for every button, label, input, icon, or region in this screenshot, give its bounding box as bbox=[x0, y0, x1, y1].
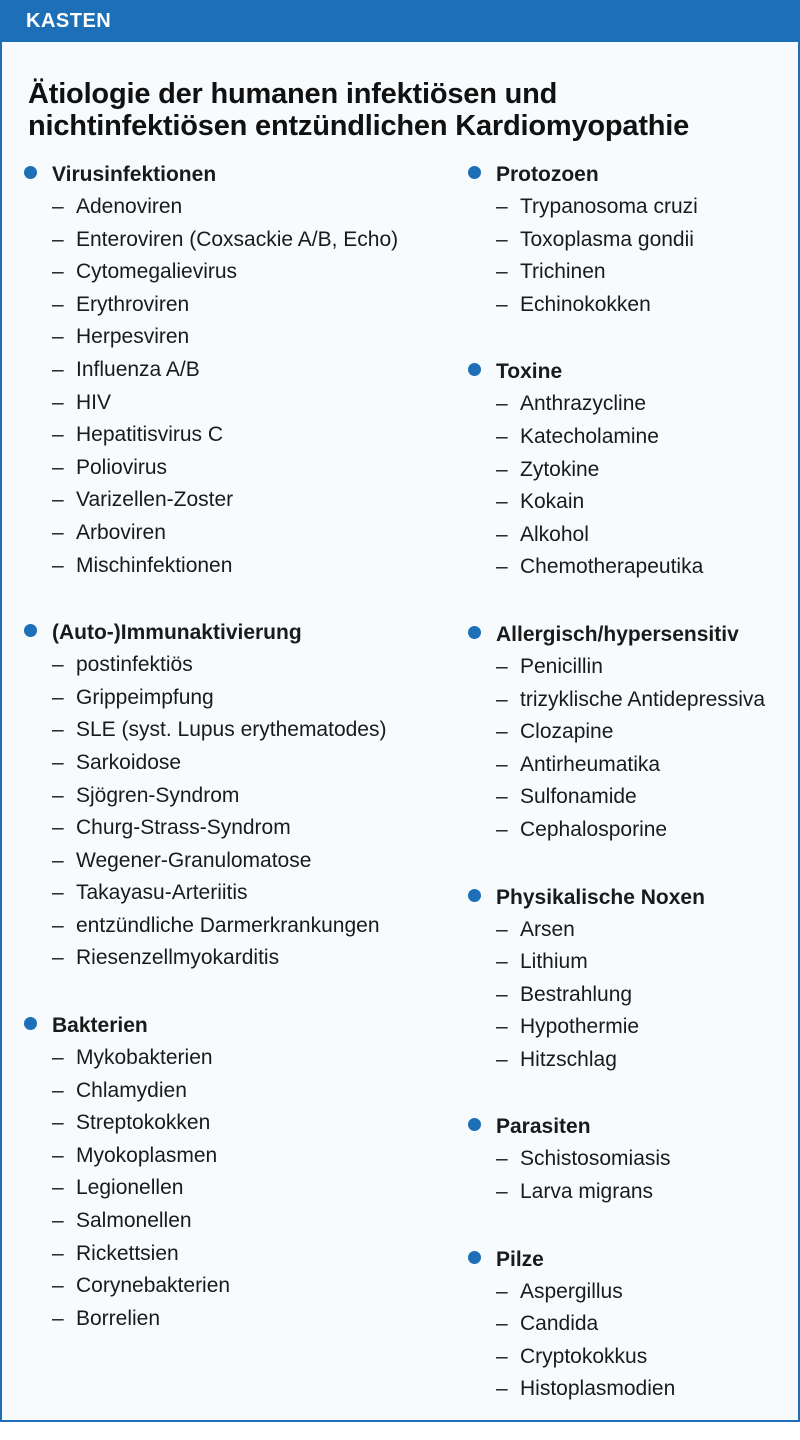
list-item bbox=[468, 1011, 788, 1044]
dash-bullet: – bbox=[52, 488, 64, 512]
list-item bbox=[468, 256, 788, 289]
dash-bullet: – bbox=[496, 720, 508, 744]
list-item bbox=[468, 651, 788, 684]
category-physikalische-noxen bbox=[468, 881, 788, 1077]
dash-bullet: – bbox=[52, 1274, 64, 1298]
category-title: Toxine bbox=[496, 360, 563, 384]
list-item bbox=[468, 1143, 788, 1176]
list-item bbox=[24, 354, 434, 387]
category-items bbox=[24, 191, 434, 582]
dash-bullet: – bbox=[52, 913, 64, 937]
dash-bullet: – bbox=[52, 553, 64, 577]
list-item bbox=[24, 419, 434, 452]
list-item bbox=[24, 845, 434, 878]
category-title: Pilze bbox=[496, 1247, 544, 1271]
category-allergisch-hypersensitiv bbox=[468, 618, 788, 847]
item-text: Varizellen-Zoster bbox=[76, 488, 234, 512]
dash-bullet: – bbox=[52, 260, 64, 284]
category-title: Bakterien bbox=[52, 1014, 148, 1038]
category-pilze bbox=[468, 1243, 788, 1406]
item-text: Myokoplasmen bbox=[76, 1143, 218, 1167]
bullet-dot-icon bbox=[468, 1118, 481, 1131]
dash-bullet: – bbox=[52, 816, 64, 840]
dash-bullet: – bbox=[52, 227, 64, 251]
bullet-dot-icon bbox=[24, 1017, 37, 1030]
list-item bbox=[468, 486, 788, 519]
bullet-dot-icon bbox=[468, 166, 481, 179]
box-label: KASTEN bbox=[26, 10, 112, 32]
dash-bullet: – bbox=[496, 392, 508, 416]
dash-bullet: – bbox=[496, 1015, 508, 1039]
item-text: Bestrahlung bbox=[520, 982, 633, 1006]
list-item bbox=[24, 224, 434, 257]
category-bakterien bbox=[24, 1009, 434, 1335]
dash-bullet: – bbox=[496, 1279, 508, 1303]
dash-bullet: – bbox=[496, 292, 508, 316]
dash-bullet: – bbox=[52, 718, 64, 742]
item-text: Sjögren-Syndrom bbox=[76, 783, 240, 807]
category-items bbox=[468, 914, 788, 1077]
item-text: Mischinfektionen bbox=[76, 553, 233, 577]
list-item bbox=[468, 519, 788, 552]
category-items bbox=[468, 1276, 788, 1406]
dash-bullet: – bbox=[52, 357, 64, 381]
category-protozoen bbox=[468, 158, 788, 321]
dash-bullet: – bbox=[496, 752, 508, 776]
list-item bbox=[24, 484, 434, 517]
bullet-dot-icon bbox=[24, 166, 37, 179]
list-item bbox=[468, 749, 788, 782]
category-parasiten bbox=[468, 1110, 788, 1208]
category-items bbox=[24, 649, 434, 975]
dash-bullet: – bbox=[496, 917, 508, 941]
item-text: Chemotherapeutika bbox=[520, 555, 704, 579]
category-title: Parasiten bbox=[496, 1115, 591, 1139]
category-heading bbox=[468, 158, 788, 191]
item-text: Katecholamine bbox=[520, 424, 659, 448]
list-item bbox=[468, 814, 788, 847]
item-text: Larva migrans bbox=[520, 1180, 654, 1204]
list-item bbox=[24, 780, 434, 813]
category-heading bbox=[468, 1110, 788, 1143]
dash-bullet: – bbox=[52, 520, 64, 544]
category-heading bbox=[24, 158, 434, 191]
item-text: Penicillin bbox=[520, 654, 603, 678]
list-item bbox=[24, 550, 434, 583]
dash-bullet: – bbox=[52, 685, 64, 709]
item-text: Borrelien bbox=[76, 1306, 161, 1330]
item-text: Legionellen bbox=[76, 1176, 184, 1200]
item-text: Herpesviren bbox=[76, 325, 190, 349]
item-text: Lithium bbox=[520, 950, 588, 974]
category-items bbox=[468, 651, 788, 847]
bullet-dot-icon bbox=[468, 1251, 481, 1264]
item-text: Mykobakterien bbox=[76, 1046, 213, 1070]
dash-bullet: – bbox=[496, 1047, 508, 1071]
item-text: Influenza A/B bbox=[76, 357, 200, 381]
list-item bbox=[24, 1172, 434, 1205]
list-item bbox=[24, 910, 434, 943]
dash-bullet: – bbox=[496, 457, 508, 481]
list-item bbox=[468, 421, 788, 454]
list-item bbox=[24, 1075, 434, 1108]
dash-bullet: – bbox=[496, 424, 508, 448]
list-item bbox=[24, 1303, 434, 1336]
list-item bbox=[468, 191, 788, 224]
category-heading bbox=[468, 618, 788, 651]
category-heading bbox=[468, 1243, 788, 1276]
bullet-dot-icon bbox=[468, 363, 481, 376]
list-item bbox=[24, 942, 434, 975]
dash-bullet: – bbox=[52, 292, 64, 316]
dash-bullet: – bbox=[496, 982, 508, 1006]
dash-bullet: – bbox=[496, 785, 508, 809]
item-text: Enteroviren (Coxsackie A/B, Echo) bbox=[76, 227, 399, 251]
item-text: Hitzschlag bbox=[520, 1047, 617, 1071]
list-item bbox=[24, 682, 434, 715]
category-title: (Auto-)Immunaktivierung bbox=[52, 621, 302, 645]
item-text: Antirheumatika bbox=[520, 752, 661, 776]
category-heading bbox=[24, 616, 434, 649]
list-item bbox=[24, 1042, 434, 1075]
item-text: Histoplasmodien bbox=[520, 1377, 676, 1401]
dash-bullet: – bbox=[52, 881, 64, 905]
item-text: Salmonellen bbox=[76, 1209, 192, 1233]
category-items bbox=[468, 1143, 788, 1208]
item-text: Sarkoidose bbox=[76, 750, 182, 774]
right-column bbox=[468, 158, 788, 1440]
item-text: Zytokine bbox=[520, 457, 600, 481]
list-item bbox=[24, 321, 434, 354]
category-title: Virusinfektionen bbox=[52, 163, 217, 186]
list-item bbox=[24, 1270, 434, 1303]
bullet-dot-icon bbox=[24, 624, 37, 637]
dash-bullet: – bbox=[496, 490, 508, 514]
dash-bullet: – bbox=[496, 817, 508, 841]
category-title: Protozoen bbox=[496, 163, 599, 186]
dash-bullet: – bbox=[52, 390, 64, 414]
item-text: Arsen bbox=[520, 917, 575, 941]
item-text: Churg-Strass-Syndrom bbox=[76, 816, 291, 840]
item-text: Grippeimpfung bbox=[76, 685, 214, 709]
list-item bbox=[24, 387, 434, 420]
item-text: Candida bbox=[520, 1312, 599, 1336]
item-text: Hepatitisvirus C bbox=[76, 423, 224, 447]
list-item bbox=[468, 781, 788, 814]
list-item bbox=[468, 1308, 788, 1341]
dash-bullet: – bbox=[52, 653, 64, 677]
category-heading bbox=[24, 1009, 434, 1042]
item-text: Rickettsien bbox=[76, 1241, 179, 1265]
category-items bbox=[24, 1042, 434, 1335]
dash-bullet: – bbox=[52, 455, 64, 479]
list-item bbox=[468, 388, 788, 421]
item-text: Takayasu-Arteriitis bbox=[76, 881, 248, 905]
item-text: postinfektiös bbox=[76, 653, 193, 677]
item-text: Hypothermie bbox=[520, 1015, 640, 1039]
item-text: Cytomegalievirus bbox=[76, 260, 238, 284]
dash-bullet: – bbox=[52, 1306, 64, 1330]
dash-bullet: – bbox=[52, 1046, 64, 1070]
list-item bbox=[468, 454, 788, 487]
list-item bbox=[24, 747, 434, 780]
item-text: Riesenzellmyokarditis bbox=[76, 946, 280, 970]
list-item bbox=[24, 256, 434, 289]
item-text: Erythroviren bbox=[76, 292, 190, 316]
category-virusinfektionen bbox=[24, 158, 434, 582]
item-text: Cephalosporine bbox=[520, 817, 668, 841]
item-text: entzündliche Darmerkrankungen bbox=[76, 913, 380, 937]
item-text: Kokain bbox=[520, 490, 585, 514]
list-item bbox=[468, 684, 788, 717]
item-text: Trichinen bbox=[520, 260, 606, 284]
list-item bbox=[24, 714, 434, 747]
list-item bbox=[24, 289, 434, 322]
bullet-dot-icon bbox=[468, 889, 481, 902]
dash-bullet: – bbox=[52, 750, 64, 774]
left-column bbox=[24, 158, 434, 1369]
dash-bullet: – bbox=[496, 1344, 508, 1368]
bullet-dot-icon bbox=[468, 626, 481, 639]
list-item bbox=[468, 1341, 788, 1374]
title-line-2: nichtinfektiösen entzündlichen Kardiomyopathie bbox=[28, 110, 690, 142]
list-item bbox=[24, 452, 434, 485]
list-item bbox=[24, 649, 434, 682]
item-text: Schistosomiasis bbox=[520, 1147, 671, 1171]
item-text: SLE (syst. Lupus erythematodes) bbox=[76, 718, 387, 742]
dash-bullet: – bbox=[52, 1176, 64, 1200]
dash-bullet: – bbox=[496, 654, 508, 678]
category-title: Allergisch/hypersensitiv bbox=[496, 622, 739, 646]
box-title bbox=[28, 78, 788, 142]
dash-bullet: – bbox=[52, 1078, 64, 1102]
category-items bbox=[468, 388, 788, 584]
list-item bbox=[468, 1044, 788, 1077]
item-text: Arboviren bbox=[76, 520, 166, 544]
item-text: HIV bbox=[76, 390, 112, 414]
category-auto-immunaktivierung bbox=[24, 616, 434, 975]
list-item bbox=[24, 1107, 434, 1140]
list-item bbox=[468, 1176, 788, 1209]
list-item bbox=[468, 1373, 788, 1406]
item-text: Cryptokokkus bbox=[520, 1344, 648, 1368]
list-item bbox=[468, 224, 788, 257]
dash-bullet: – bbox=[496, 687, 508, 711]
category-heading bbox=[468, 355, 788, 388]
list-item bbox=[24, 812, 434, 845]
dash-bullet: – bbox=[52, 1241, 64, 1265]
category-title: Physikalische Noxen bbox=[496, 885, 705, 909]
dash-bullet: – bbox=[52, 195, 64, 218]
dash-bullet: – bbox=[496, 555, 508, 579]
dash-bullet: – bbox=[52, 848, 64, 872]
item-text: Sulfonamide bbox=[520, 785, 637, 809]
list-item bbox=[468, 551, 788, 584]
item-text: Aspergillus bbox=[520, 1279, 623, 1303]
item-text: Clozapine bbox=[520, 720, 614, 744]
dash-bullet: – bbox=[52, 946, 64, 970]
item-text: trizyklische Antidepressiva bbox=[520, 687, 766, 711]
dash-bullet: – bbox=[52, 1111, 64, 1135]
dash-bullet: – bbox=[52, 783, 64, 807]
dash-bullet: – bbox=[496, 1312, 508, 1336]
dash-bullet: – bbox=[496, 1180, 508, 1204]
list-item bbox=[468, 946, 788, 979]
list-item bbox=[468, 979, 788, 1012]
list-item bbox=[468, 914, 788, 947]
category-toxine bbox=[468, 355, 788, 584]
dash-bullet: – bbox=[52, 1143, 64, 1167]
list-item bbox=[24, 1238, 434, 1271]
dash-bullet: – bbox=[52, 1209, 64, 1233]
list-item bbox=[24, 1140, 434, 1173]
dash-bullet: – bbox=[496, 522, 508, 546]
dash-bullet: – bbox=[52, 325, 64, 349]
item-text: Toxoplasma gondii bbox=[520, 227, 694, 251]
list-item bbox=[468, 289, 788, 322]
item-text: Chlamydien bbox=[76, 1078, 187, 1102]
list-item bbox=[468, 716, 788, 749]
dash-bullet: – bbox=[496, 1377, 508, 1401]
item-text: Corynebakterien bbox=[76, 1274, 231, 1298]
item-text: Alkohol bbox=[520, 522, 589, 546]
title-line-1: Ätiologie der humanen infektiösen und bbox=[28, 78, 558, 110]
dash-bullet: – bbox=[496, 950, 508, 974]
dash-bullet: – bbox=[496, 260, 508, 284]
dash-bullet: – bbox=[52, 423, 64, 447]
dash-bullet: – bbox=[496, 1147, 508, 1171]
category-items bbox=[468, 191, 788, 321]
list-item bbox=[468, 1276, 788, 1309]
item-text: Streptokokken bbox=[76, 1111, 211, 1135]
list-item bbox=[24, 877, 434, 910]
item-text: Adenoviren bbox=[76, 195, 183, 218]
list-item bbox=[24, 191, 434, 224]
item-text: Trypanosoma cruzi bbox=[520, 195, 698, 218]
dash-bullet: – bbox=[496, 227, 508, 251]
item-text: Poliovirus bbox=[76, 455, 168, 479]
header-bar bbox=[2, 2, 800, 42]
dash-bullet: – bbox=[496, 195, 508, 218]
list-item bbox=[24, 517, 434, 550]
item-text: Wegener-Granulomatose bbox=[76, 848, 312, 872]
item-text: Echinokokken bbox=[520, 292, 651, 316]
list-item bbox=[24, 1205, 434, 1238]
item-text: Anthrazycline bbox=[520, 392, 647, 416]
category-heading bbox=[468, 881, 788, 914]
